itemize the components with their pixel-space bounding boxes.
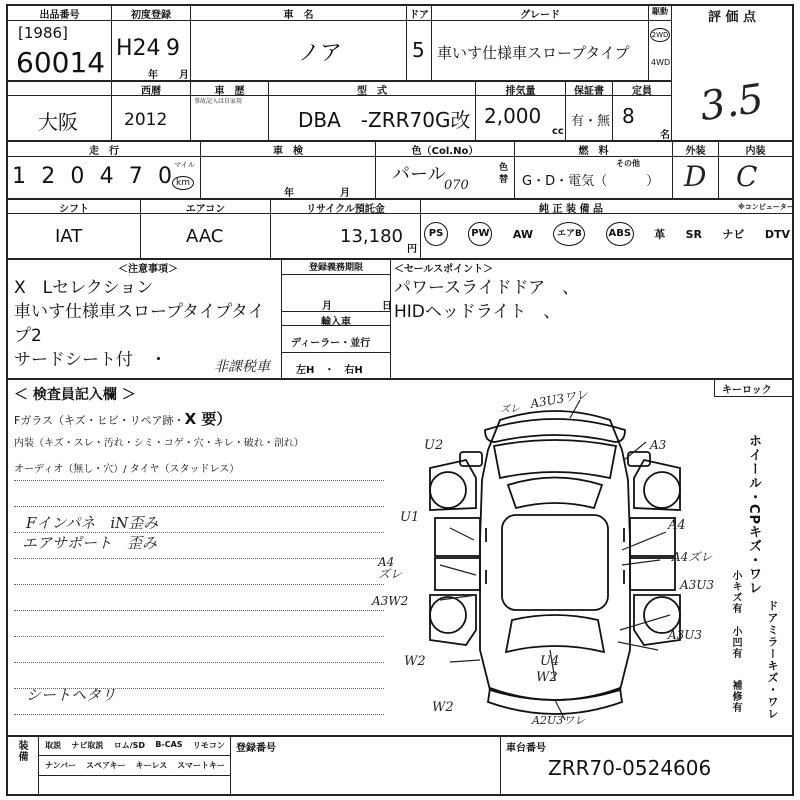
audio-tire: オーディオ（無し・穴）/ タイヤ（スタッドレス） [14,464,240,475]
lot-number-label: 出品番号 [39,10,80,21]
mileage-digit: 4 [99,164,114,189]
western-year: 2012 [124,110,168,130]
mileage-digit: 1 [12,164,26,189]
color-change: 色替 [499,163,509,185]
fuel-label: 燃 料 [578,146,609,157]
mile-unit: マイル [174,161,195,169]
mark-front-zure: ズレ [500,404,520,415]
inspection-year: 年 [284,188,294,199]
reg-day: 日 [382,301,392,312]
mileage-digit: 7 [128,164,143,189]
capacity-label: 定員 [632,86,652,97]
fuel-other: その他 [616,159,640,168]
doors-label: ドア [409,10,429,21]
side-legend-2: ドアミラーキズ・ワレ [766,600,779,720]
region: 大阪 [38,110,78,134]
recycle-label: リサイクル預託金 [306,204,385,215]
footer-remote: リモコン [192,741,225,750]
import-label: 輸入車 [321,317,351,328]
side-small-2: 小凹有 [730,626,741,659]
warranty: 有・無 [571,114,611,129]
equipment-footer-label: 装備 [16,740,27,762]
side-small-3: 補修有 [730,680,741,713]
mark-a4: A4 [668,518,686,533]
sales-points [394,276,579,324]
mark-a3w2: A3W2 [372,594,409,608]
shift: IAT [55,226,83,247]
caution-line: サードシート付 ・ [14,350,167,370]
equipment-list [424,222,790,246]
caution-line: X Lセレクション [14,278,154,298]
steering-options: 左H ・ 右H [296,365,363,376]
drive-2wd: 2WD [650,28,670,42]
caution-label: ＜注意事項＞ [118,264,178,275]
capacity: 8 [622,104,635,128]
equipment-label: 純 正 装 備 品 [539,204,603,215]
mark-w2-bottom: W2 [432,700,454,715]
shift-label: シフト [59,204,89,215]
mileage-digit: 0 [70,164,85,189]
mark-u1: U1 [400,510,420,525]
footer-manual: 取説 [45,741,62,750]
interior-condition: 内装（キズ・スレ・汚れ・シミ・コゲ・穴・キレ・破れ・剖れ） [14,438,304,449]
handwritten-note-1: Fインパネ iN歪み [26,514,159,532]
displacement: 2,000 [484,104,542,128]
inspector-title: ＜ 検査員記入欄 ＞ [14,387,136,403]
caution-line: プ2 [14,326,42,346]
mark-front: A3U3ワレ [529,387,589,411]
mark-w2-rear: W2 [536,670,558,685]
footer-plate: ナンバー [44,761,77,770]
footer-keyless: キーレス [135,761,168,770]
reg-month: 月 [322,301,332,312]
equip-sr: SR [685,227,702,241]
glass-line [14,408,231,429]
glass-text: Fガラス（キズ・ヒビ・リペア跡・ [14,414,185,427]
fuel-options: G・D・電気（ ） [522,174,660,189]
footer-bcas: B-CAS [155,740,183,749]
chassis-label: 車台番号 [506,743,546,754]
side-legend-1: ホイール・CPキズ・ワレ [746,434,761,596]
warranty-label: 保証書 [574,86,604,97]
footer-spare-key: スペアキー [85,761,126,770]
sales-label: ＜セールスポイント＞ [394,264,494,275]
km-unit: km [172,176,194,190]
mark-u2: U2 [424,438,444,453]
color: パール [392,164,446,185]
equip-pw: PW [468,222,492,246]
equip-ps: PS [424,222,448,246]
history-sub: 事故記入は自家用 [194,98,243,105]
keylock-label: キーロック [722,385,772,396]
mark-a4-zure-right: A4ズレ [672,550,713,564]
western-year-label: 西暦 [141,86,161,97]
sales-line: HIDヘッドライト 、 [394,302,561,322]
registration-label: 登録義務期限 [308,263,363,273]
chassis-number: ZRR70-0524606 [548,756,712,780]
mileage-digit: 2 [41,164,56,189]
side-small-1: 小キズ有 [730,570,741,614]
year-unit: 年 [148,70,158,81]
equip-airbag: エアB [553,222,585,246]
color-number: 070 [444,178,469,193]
sales-line: パワースライドドア 、 [394,278,580,298]
lot-number: 60014 [16,46,106,79]
footer-smart-key: スマートキー [177,761,226,770]
drive-4wd: 4WD [651,58,671,67]
grade: 車いす仕様車スロープタイプ [437,44,630,62]
inspection-month: 月 [340,188,350,199]
dealer-options: ディーラー・並行 [291,338,371,349]
drive-label: 駆動 [652,7,668,16]
footer-navi-manual: ナビ取説 [71,741,104,750]
person-unit: 名 [660,130,670,141]
recycle-amount: 13,180 [340,226,403,247]
displacement-label: 排気量 [505,86,536,97]
reg-number-label: 登録番号 [236,743,276,754]
model: DBA -ZRR70G改 [298,108,471,132]
handwritten-note-3: シートヘタリ [26,686,117,704]
ac-label: エアコン [185,204,226,215]
equip-aw: AW [512,227,533,241]
mark-w2-left: W2 [404,654,426,669]
score-label: 評 価 点 [707,10,757,25]
mileage-label: 走 行 [89,146,119,157]
mileage-digit: 0 [157,164,172,189]
exterior-label: 外装 [685,146,706,157]
mark-a3u3-2: A3U3 [668,628,703,642]
caution-line: 車いす仕様車スロープタイプタイ [14,302,265,322]
model-label: 型 式 [357,86,387,97]
car-name-label: 車 名 [283,10,314,21]
mark-a4-zure-left: A4ズレ [378,555,403,581]
doors: 5 [412,38,425,62]
footer-items-row2 [40,760,230,771]
color-label: 色（Col.No） [411,146,479,157]
handwritten-note-2: エアサポート 歪み [22,534,158,552]
equip-abs: ABS [606,222,634,246]
inspection-label: 車 検 [273,146,303,157]
first-reg-label: 初度登録 [131,10,171,21]
first-reg-month: 9 [166,36,180,61]
history-label: 車 歴 [214,86,245,97]
exterior-grade: D [684,160,707,193]
interior-label: 内装 [745,146,766,157]
car-name: ノア [298,41,343,66]
cc-unit: cc [552,126,564,137]
score: 3.5 [697,75,767,131]
tax-stamp: 非課税車 [214,359,270,375]
footer-items-row1 [40,740,230,751]
grade-label: グレード [520,10,560,21]
mileage-digits [12,164,172,189]
interior-grade: C [736,160,758,193]
mark-a3u3-1: A3U3 [680,578,715,592]
equip-leather: 革 [654,228,666,241]
month-unit: 月 [179,70,189,81]
footer-rom-sd: ロム/SD [113,741,146,750]
mark-rear-bumper: A2U3ワレ [532,714,586,727]
mark-u4: U4 [540,654,560,669]
lot-prefix: [1986] [18,24,68,42]
yen-unit: 円 [407,244,417,255]
equip-navi: ナビ [722,228,745,241]
first-reg-era: H24 [116,36,161,61]
glass-required: X 要） [184,410,232,428]
mark-a3: A3 [650,438,667,452]
equip-dtv: DTV [764,227,790,241]
ac: AAC [186,226,224,247]
computer-label: ※コンピューター [738,203,794,211]
